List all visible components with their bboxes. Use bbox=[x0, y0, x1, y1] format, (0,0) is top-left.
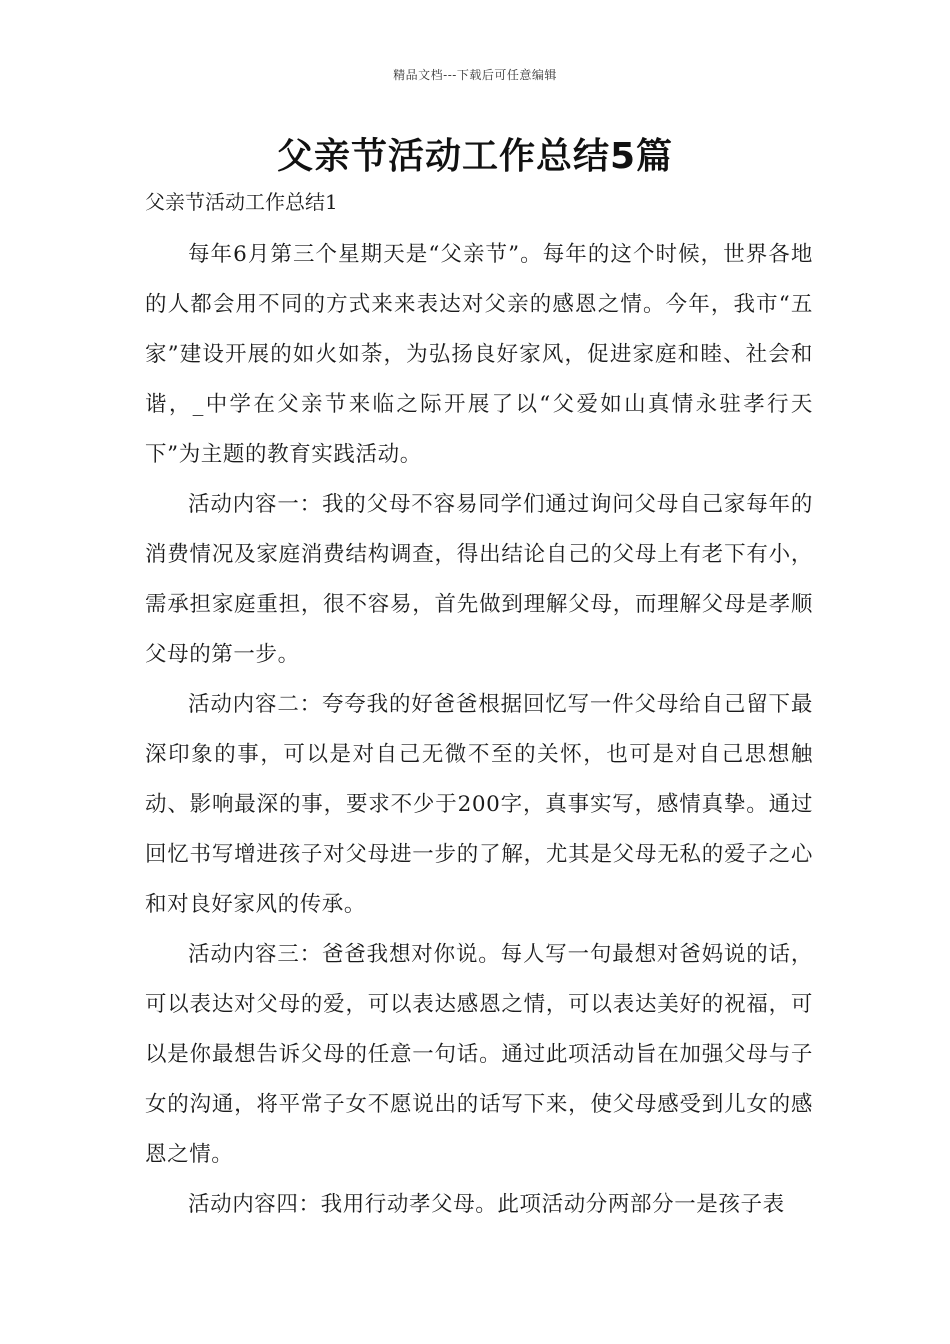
paragraph: 每年6月第三个星期天是“父亲节”。每年的这个时候，世界各地的人都会用不同的方式来来表达对父亲的感恩之情。今年，我市“五家”建设开展的如火如荼，为弘扬良好家风，促进家庭和睦、社会和谐，_中学在父亲节来临之际开展了以“父爱如山真情永驻孝行天下”为主题的教育实践活动。 bbox=[145, 242, 813, 467]
paragraph: 活动内容一：我的父母不容易同学们通过询问父母自己家每年的消费情况及家庭消费结构调查，得出结论自己的父母上有老下有小，需承担家庭重担，很不容易，首先做到理解父母，而理解父母是孝顺父母的第一步。 bbox=[145, 492, 813, 667]
paragraph: 活动内容四：我用行动孝父母。此项活动分两部分一是孩子表 bbox=[188, 1192, 785, 1217]
paragraph: 活动内容二：夸夸我的好爸爸根据回忆写一件父母给自己留下最深印象的事，可以是对自己无微不至的关怀，也可是对自己思想触动、影响最深的事，要求不少于200字，真事实写，感情真挚。通过回忆书写增进孩子对父母进一步的了解，尤其是父母无私的爱子之心和对良好家风的传承。 bbox=[145, 692, 813, 917]
document-body bbox=[145, 230, 813, 1230]
page-title: 父亲节活动工作总结5篇 bbox=[276, 136, 674, 177]
paragraph: 活动内容三：爸爸我想对你说。每人写一句最想对爸妈说的话，可以表达对父母的爱，可以表达感恩之情，可以表达美好的祝福，可以是你最想告诉父母的任意一句话。通过此项活动旨在加强父母与子女的沟通，将平常子女不愿说出的话写下来，使父母感受到儿女的感恩之情。 bbox=[145, 942, 813, 1167]
section-subtitle: 父亲节活动工作总结1 bbox=[145, 190, 338, 214]
header-note: 精品文档---下载后可任意编辑 bbox=[393, 68, 557, 82]
